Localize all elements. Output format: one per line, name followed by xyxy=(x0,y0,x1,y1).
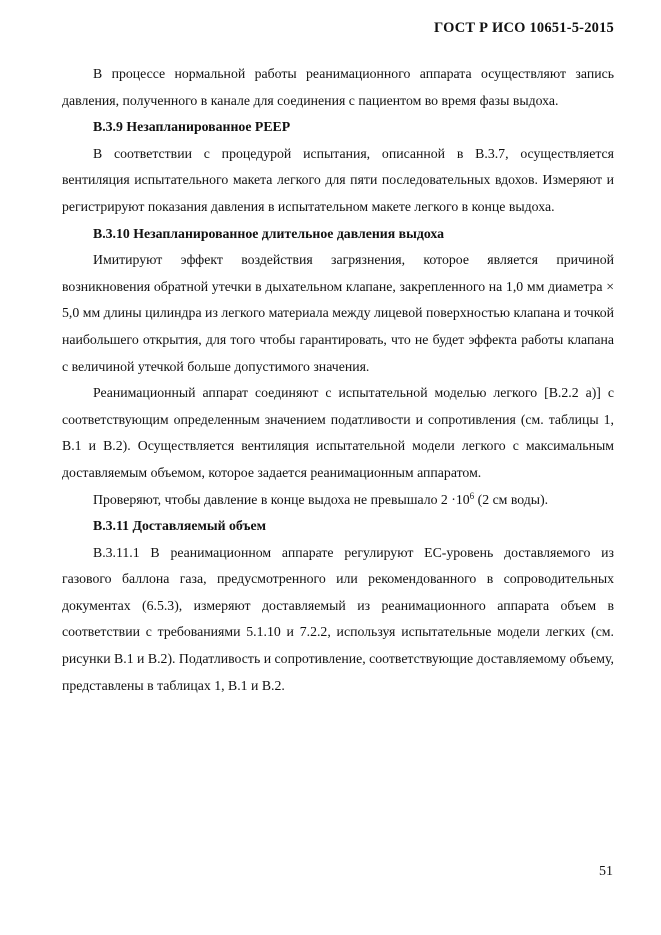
paragraph-lung-model-connection: Реанимационный аппарат соединяют с испытательной моделью легкого [В.2.2 а)] с соответствующим определенным значением податливости и сопротивления (см. таблицы 1, В.1 и В.2). Осуществляется вентиляция испытательной модели легкого с максимальным доставляемым объемом, которое задается реанимационным аппаратом. xyxy=(62,385,614,480)
paragraph-peep-procedure: В соответствии с процедурой испытания, описанной в В.3.7, осуществляется вентиляция испытательного макета легкого для пяти последовательных вдохов. Измеряют и регистрируют показания давления в испытательном макете легкого в конце выдоха. xyxy=(62,145,614,214)
section-heading-b-3-9: В.3.9 Незапланированное РЕЕР xyxy=(93,119,291,135)
document-header: ГОСТ Р ИСО 10651-5-2015 xyxy=(434,20,614,36)
paragraph-pressure-check xyxy=(62,487,614,514)
pressure-check-unit: (2 см воды). xyxy=(474,491,549,507)
exponent-superscript: 6 xyxy=(469,490,475,501)
section-heading-b-3-10: В.3.10 Незапланированное длительное давления выдоха xyxy=(93,225,445,241)
page-number: 51 xyxy=(599,864,613,879)
paragraph-delivered-volume: В.3.11.1 В реанимационном аппарате регулируют ЕС-уровень доставляемого из газового баллона газа, предусмотренного или рекомендованного в сопроводительных документах (6.5.3), измеряют доставляемый из реанимационного аппарата объем в соответствии с требованиями 5.1.10 и 7.2.2, используя испытательные модели легких (см. рисунки В.1 и В.2). Податливость и сопротивление, соответствующие доставляемому объему, представлены в таблицах 1, В.1 и В.2. xyxy=(62,544,614,693)
document-body xyxy=(62,61,614,699)
paragraph-contamination-effect: Имитируют эффект воздействия загрязнения, которое является причиной возникновения обратной утечки в дыхательном клапане, закрепленного на 1,0 мм диаметра × 5,0 мм длины цилиндра из легкого материала между лицевой поверхностью клапана и точкой наибольшего открытия, для того чтобы гарантировать, что не будет эффекта работы клапана с величиной утечкой больше допустимого значения. xyxy=(62,252,614,374)
pressure-check-text: Проверяют, чтобы давление в конце выдоха не превышало 2 ·10 xyxy=(93,491,470,507)
paragraph-expiration-pressure: В процессе нормальной работы реанимационного аппарата осуществляют запись давления, полученного в канале для соединения с пациентом во время фазы выдоха. xyxy=(62,66,614,108)
section-heading-b-3-11: В.3.11 Доставляемый объем xyxy=(93,518,267,534)
